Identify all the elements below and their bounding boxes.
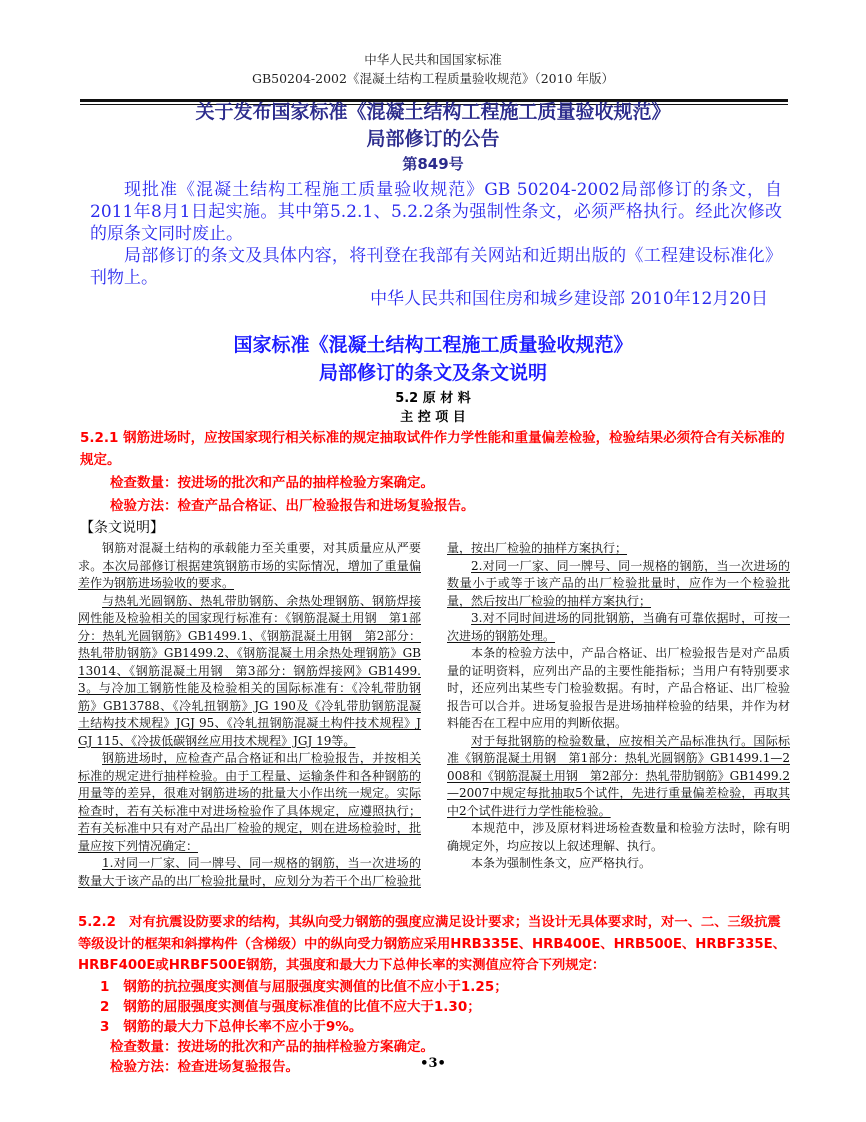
clause-5-2-2-inspect-quantity: 检查数量：按进场的批次和产品的抽样检验方案确定。 bbox=[110, 1038, 434, 1055]
clause-5-2-2-item-2 bbox=[78, 997, 790, 1017]
item-text: 钢筋的屈服强度实测值与强度标准值的比值不应大于1.30； bbox=[123, 998, 481, 1015]
announcement-subtitle: 局部修订的公告 bbox=[366, 128, 500, 150]
explanation-paragraph: 与热轧光圆钢筋、热轧带肋钢筋、余热处理钢筋、钢筋焊接网性能及检验相关的国家现行标准有：《钢筋混凝土用钢 第1部分：热轧光圆钢筋》GB1499.1、《钢筋混凝土用钢 第2部分：热轧带肋钢筋》GB1499.2、《钢筋混凝土用余热处理钢筋》GB13014、《钢筋混凝土用钢 第3部分：钢筋焊接网》GB1499.3。与冷加工钢筋性能及检验相关的国际标准有：《冷轧带肋钢筋》GB13788、《冷轧扭钢筋》JG 190及《冷轧带肋钢筋混凝土结构技术规程》JGJ 95、《冷轧扭钢筋混凝土构件技术规程》JGJ 115、《冷拔低碳钢丝应用技术规程》JGJ 19等。 bbox=[78, 593, 421, 748]
explanation-text: 钢筋对混凝土结构的承载能力至关重要，对其质量应从严要求。 bbox=[78, 541, 421, 573]
explanation-paragraph: 3.对不同时间进场的同批钢筋，当确有可靠依据时，可按一次进场的钢筋处理。 bbox=[447, 611, 790, 643]
item-text: 钢筋的最大力下总伸长率不应小于9%。 bbox=[123, 1018, 363, 1035]
explanation-label: 【条文说明】 bbox=[80, 520, 164, 536]
explanation-columns bbox=[78, 540, 790, 890]
explanation-paragraph: 2.对同一厂家、同一牌号、同一规格的钢筋，当一次进场的数量小于或等于该产品的出厂检验批量时，应作为一个检验批量，然后按出厂检验的抽样方案执行； bbox=[447, 558, 790, 608]
explanation-revised-text: 本次局部修订根据建筑钢筋市场的实际情况，增加了重量偏差作为钢筋进场验收的要求。 bbox=[78, 558, 421, 590]
item-number: 1 bbox=[100, 978, 110, 995]
clause-5-2-2-item-3 bbox=[78, 1017, 790, 1037]
revision-title: 国家标准《混凝土结构工程施工质量验收规范》 bbox=[233, 334, 633, 356]
explanation-and-clause-5-2-2 bbox=[78, 540, 790, 1077]
explanation-paragraph: 本条的检验方法中，产品合格证、出厂检验报告是对产品质量的证明资料，应列出产品的主要性能指标；当用户有特别要求时，还应列出某些专门检验数据。有时，产品合格证、出厂检验报告可以合并。进场复验报告是进场抽样检验的结果，并作为材料能否在工程中应用的判断依据。 bbox=[447, 646, 790, 730]
clause-5-2-1-inspect-quantity: 检查数量：按进场的批次和产品的抽样检验方案确定。 bbox=[110, 475, 434, 491]
clause-5-2-2-inspect-method: 检验方法：检查进场复验报告。 bbox=[110, 1058, 299, 1075]
clause-5-2-1: 5.2.1 钢筋进场时，应按国家现行相关标准的规定抽取试件作力学性能和重量偏差检验，检验结果必须符合有关标准的规定。 bbox=[80, 430, 785, 468]
clause-5-2-2-item-1 bbox=[78, 977, 790, 997]
clause-5-2-1-inspect-method: 检验方法：检查产品合格证、出厂检验报告和进场复验报告。 bbox=[110, 498, 475, 514]
section-heading: 5.2 原 材 料 bbox=[395, 391, 471, 406]
announcement-paragraph-2: 局部修订的条文及具体内容，将刊登在我部有关网站和近期出版的《工程建设标准化》刊物上。 bbox=[90, 246, 782, 288]
explanation-paragraph: 钢筋进场时，应检查产品合格证和出厂检验报告，并按相关标准的规定进行抽样检验。由于工程量、运输条件和各种钢筋的用量等的差异，很难对钢筋进场的批量大小作出统一规定。实际检查时，若有关标准中对进场检验作了具体规定，应遵照执行；若有关标准中只有对产品出厂检验的规定，则在进场检验时，批量应按下列情况确定： bbox=[78, 751, 421, 853]
item-number: 3 bbox=[100, 1018, 110, 1035]
explanation-paragraph: 本规范中，涉及原材料进场检查数量和检验方法时，除有明确规定外，均应按以上叙述理解、执行。 bbox=[447, 821, 790, 853]
running-header-standard: 中华人民共和国国家标准 bbox=[364, 52, 502, 67]
subsection-heading: 主 控 项 目 bbox=[400, 410, 466, 425]
revision-subtitle: 局部修订的条文及条文说明 bbox=[318, 362, 547, 384]
explanation-paragraph: 对于每批钢筋的检验数量，应按相关产品标准执行。国际标准《钢筋混凝土用钢 第1部分：热轧光圆钢筋》GB1499.1—2008和《钢筋混凝土用钢 第2部分：热轧带肋钢筋》GB1499.2—2007中规定每批抽取5个试件，先进行重量偏差检验，再取其中2个试件进行力学性能检验。 bbox=[447, 733, 790, 818]
clause-5-2-2: 5.2.2 对有抗震设防要求的结构，其纵向受力钢筋的强度应满足设计要求；当设计无具体要求时，对一、二、三级抗震等级设计的框架和斜撑构件（含梯级）中的纵向受力钢筋应采用HRB335E、HRB400E、HRB500E、HRBF335E、HRBF400E或HRBF500E钢筋，其强度和最大力下总伸长率的实测值应符合下列规定： bbox=[78, 915, 786, 973]
explanation-paragraph: 1.对同一厂家、同一牌号、同一规格的钢筋，当一次进场的数量大于该产品的出厂检验批量时，应划分为若干个出厂检验批量，按出厂检验的抽样方案执行； bbox=[78, 541, 628, 888]
explanation-paragraph: 本条为强制性条文，应严格执行。 bbox=[471, 856, 652, 870]
page-number: •3• bbox=[420, 1056, 446, 1071]
announcement-signature: 中华人民共和国住房和城乡建设部 2010年12月20日 bbox=[370, 289, 768, 309]
item-number: 2 bbox=[100, 998, 110, 1015]
explanation-paragraph bbox=[78, 540, 421, 593]
item-text: 钢筋的抗拉强度实测值与屈服强度实测值的比值不应小于1.25； bbox=[123, 978, 508, 995]
announcement-number: 第849号 bbox=[402, 155, 464, 173]
announcement-paragraph-1: 现批准《混凝土结构工程施工质量验收规范》GB 50204-2002局部修订的条文，自2011年8月1日起实施。其中第5.2.1、5.2.2条为强制性条文，必须严格执行。经此次修改的原条文同时废止。 bbox=[90, 180, 782, 244]
running-header-code: GB50204-2002《混凝土结构工程质量验收规范》（2010 年版） bbox=[251, 71, 614, 86]
announcement-title: 关于发布国家标准《混凝土结构工程施工质量验收规范》 bbox=[195, 101, 671, 123]
